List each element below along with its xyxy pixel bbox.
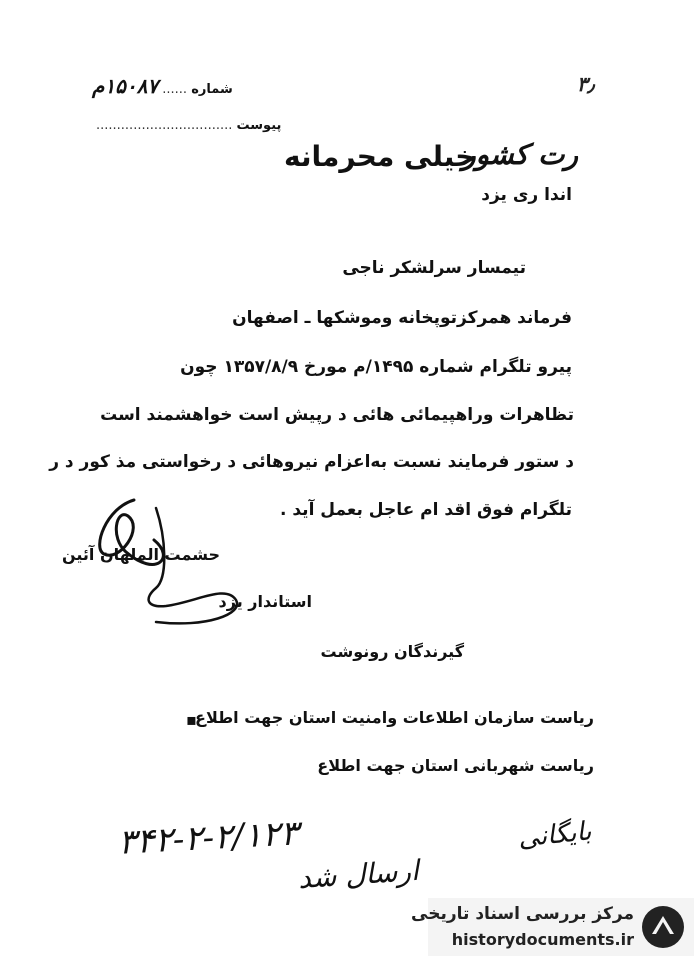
watermark-url: historydocuments.ir [451,930,634,949]
watermark [411,898,694,956]
number-row [92,74,233,98]
handwritten-number: ۳۴۲-۲-۲/۱۲۳ [117,813,300,863]
number-value: ۱۵۰۸۷م [92,74,159,98]
body-line-2: فرماند همرکزتوپخانه وموشکها ـ اصفهان [232,308,572,328]
archive-logo-icon [640,904,686,950]
attachment-label: پیوست [236,118,282,133]
recipient-bullet-icon: ▪ [186,710,197,729]
handwritten-word: بایگانی [516,816,593,854]
recipients-heading: گیرندگان رونوشت [320,642,464,661]
attachment-row [96,118,281,133]
signature-name: حشمت الملهان آئین [61,545,220,564]
office-partial: اندا ری یزد [481,185,572,205]
body-line-5: د ستور فرمایند نسبت به‌اعزام نیروهائی د رخواستی مذ کور د ر [49,452,574,472]
stamp-partial: ۳٫ [576,72,594,96]
attachment-dots: ................................. [96,118,233,133]
recipient-item-2: ریاست شهربانی استان جهت اطلاع [317,756,594,775]
body-line-4: تظاهرات وراهپیمائی هائی د رپیش است خواهشمند است [100,405,574,425]
classification-label: خیلی محرمانه [284,140,476,173]
body-line-3: پیرو تلگرام شماره ۱۴۹۵/م مورخ ۱۳۵۷/۸/۹ چون [180,357,572,377]
signature-title: استاندار یزد [218,592,312,611]
number-label: شماره [191,82,233,97]
handwritten-scribble: ارسال شد [296,853,420,896]
watermark-title: مرکز بررسی اسناد تاریخی [411,904,634,924]
recipient-item-1: ریاست سازمان اطلاعات وامنیت استان جهت اطلاع [195,708,594,727]
body-line-6: تلگرام فوق اقد ام عاجل بعمل آید . [279,500,572,520]
body-line-1: تیمسار سرلشکر ناجی [342,258,526,278]
ministry-partial: رت کشور [462,138,578,171]
number-dots: ...... [162,82,188,97]
